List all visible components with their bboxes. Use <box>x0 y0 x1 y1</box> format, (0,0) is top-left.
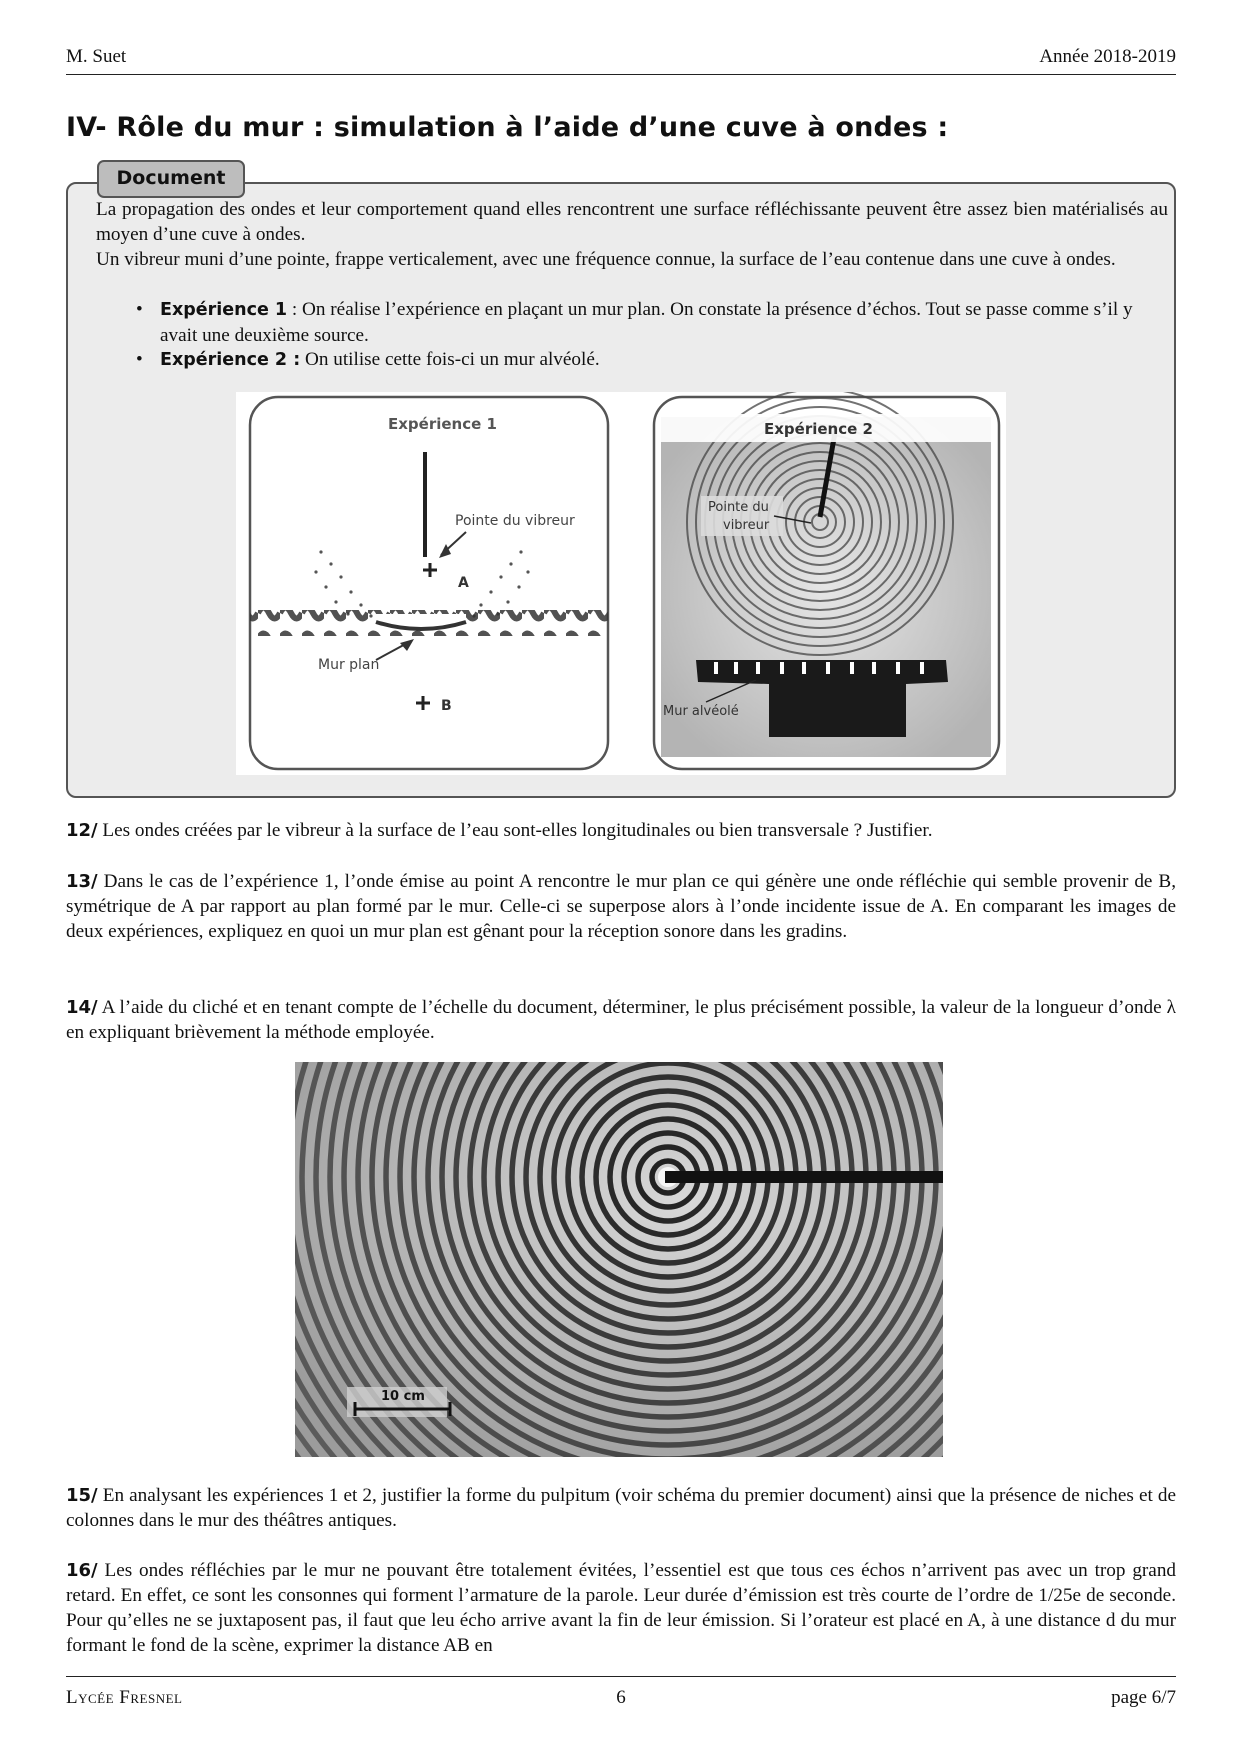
exp2-mur-label: Mur alvéolé <box>663 704 739 719</box>
question-text: Les ondes réfléchies par le mur ne pouvant être totalement évitées, l’essentiel est que tous ces échos n’arrivent pas avec un trop grand retard. En effet, ce sont les consonnes qui forment l’armature de la parole. Leur durée d’émission est très courte de l’ordre de 1/25e de seconde. Pour qu’elles ne se juxtaposent pas, il faut que leu écho arrive avant la fin de leur émission. Si l’orateur est placé en A, à une distance d du mur formant le fond de la scène, exprimer la distance AB en <box>66 1560 1177 1656</box>
experience-2-panel <box>654 392 999 769</box>
bullet-icon: • <box>136 349 143 370</box>
question-14 <box>66 995 1176 1045</box>
experience-2-label: Expérience 2 : <box>160 350 301 370</box>
document-paragraph-1: La propagation des ondes et leur comportement quand elles rencontrent une surface réfléchissante peuvent être assez bien matérialisés au moyen d’une cuve à ondes. <box>96 199 1168 245</box>
exp2-title: Expérience 2 <box>764 420 873 438</box>
section-title: IV- Rôle du mur : simulation à l’aide d’une cuve à ondes : <box>66 112 949 143</box>
list-item-experience-1 <box>136 297 1170 348</box>
figure-experiences <box>236 392 1006 775</box>
question-number: 14/ <box>66 997 98 1018</box>
exp2-pointe-label-1: Pointe du <box>708 500 769 515</box>
experience-1-panel <box>250 397 608 769</box>
exp1-title: Expérience 1 <box>388 415 497 433</box>
question-text: Les ondes créées par le vibreur à la surface de l’eau sont-elles longitudinales ou bien transversale ? Justifier. <box>102 820 933 841</box>
footer-school: Lycée Fresnel <box>66 1687 183 1708</box>
question-text: Dans le cas de l’expérience 1, l’onde émise au point A rencontre le mur plan ce qui génère une onde réfléchie qui semble provenir de B, symétrique de A par rapport au plan formé par le mur. Celle-ci se superpose alors à l’onde incidente issue de A. En comparant les images de deux expériences, expliquez en quoi un mur plan est gênant pour la réception sonore dans les gradins. <box>66 871 1177 942</box>
question-13 <box>66 869 1176 944</box>
question-number: 16/ <box>66 1560 98 1581</box>
question-text: A l’aide du cliché et en tenant compte de l’échelle du document, déterminer, le plus précisément possible, la valeur de la longueur d’onde λ en expliquant brièvement la méthode employée. <box>66 997 1176 1043</box>
exp1-point-A: A <box>458 575 469 591</box>
bullet-icon: • <box>136 299 143 320</box>
experience-1-text: On réalise l’expérience en plaçant un mur plan. On constate la présence d’échos. Tout se passe comme s’il y avait une deuxième source. <box>160 299 1133 346</box>
question-number: 15/ <box>66 1485 98 1506</box>
figure-wave-photo <box>295 1062 943 1457</box>
experience-1-separator: : <box>287 299 303 320</box>
list-item-experience-2 <box>136 347 1170 373</box>
page-header <box>66 44 1176 75</box>
page-footer <box>66 1676 1176 1717</box>
exp2-pointe-label-2: vibreur <box>723 518 770 533</box>
footer-page-number: 6 <box>616 1687 626 1708</box>
footer-page-of: page 6/7 <box>1111 1687 1176 1708</box>
question-number: 13/ <box>66 871 98 892</box>
header-year: Année 2018-2019 <box>1039 46 1176 67</box>
vibreur-rod <box>665 1171 943 1183</box>
question-15 <box>66 1483 1176 1533</box>
header-author: M. Suet <box>66 46 127 67</box>
question-12 <box>66 818 1176 843</box>
exp1-mur-label: Mur plan <box>318 657 380 673</box>
experience-2-text: On utilise cette fois-ci un mur alvéolé. <box>305 349 600 370</box>
document-paragraph-2: Un vibreur muni d’une pointe, frappe verticalement, avec une fréquence connue, la surface de l’eau contenue dans une cuve à ondes. <box>96 249 1116 270</box>
scale-bar-label: 10 cm <box>381 1389 425 1404</box>
experience-1-label: Expérience 1 <box>160 300 288 320</box>
question-number: 12/ <box>66 820 98 841</box>
exp1-point-B: B <box>441 698 452 714</box>
question-text: En analysant les expériences 1 et 2, justifier la forme du pulpitum (voir schéma du premier document) ainsi que la présence de niches et de colonnes dans le mur des théâtres antiques. <box>66 1485 1177 1531</box>
exp1-pointe-label: Pointe du vibreur <box>455 513 575 529</box>
document-tab-label: Document <box>97 160 245 198</box>
question-16 <box>66 1558 1176 1658</box>
